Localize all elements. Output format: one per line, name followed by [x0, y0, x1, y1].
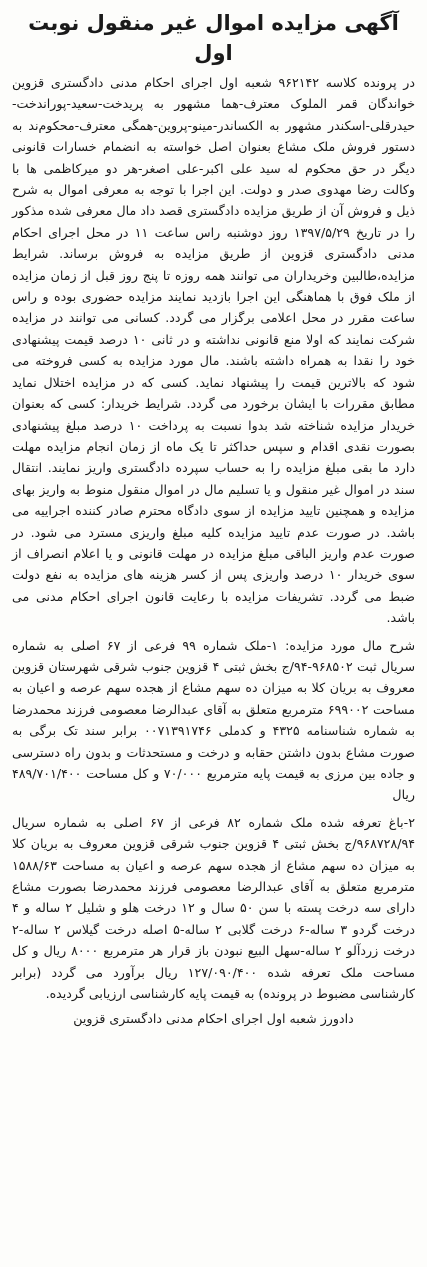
notice-body: در پرونده کلاسه ۹۶۲۱۴۲ شعبه اول اجرای احکام مدنی دادگستری قزوین خواندگان قمر الملوک معترف-هما مشهور به پریدخت-سعید-پوراندخت-حیدرقلی-اسکندر مشهور به الکساندر-مینو-پروین-همگی معترف-محکوم‌ند به دستور فروش ملک مشاع بعنوان اصل خواسته به انضمام خسارات قانونی دیگر در حق محکوم له سید علی اکبر-علی اصغر-هر دو میرکاظمی ها با وکالت رضا مهدوی صدر و دولت. این اجرا با توجه به معرفی اموال به شرح ذیل و فروش آن از طریق مزایده دادگستری قصد داد مال معرفی شده مذکور را در تاریخ ۱۳۹۷/۵/۲۹ روز دوشنبه راس ساعت ۱۱ در محل اجرای احکام مدنی دادگستری قزوین از طریق مزایده به فروش برساند. شرایط مزایده،طالبین وخریداران می توانند همه روزه تا پنج روز قبل از زمان مزایده از ملک فوق با هماهنگی این اجرا بازدید نمایند مزایده حضوری بوده و راس ساعت مقرر در محل اعلامی برگزار می گردد. کسانی می توانند در مزایده شرکت نمایند که اولا منع قانونی نداشته و در ثانی ۱۰ درصد قیمت پیشنهادی خود را نقدا به همراه داشته باشند. مال مورد مزایده به کسی فروخته می شود که بالاترین قیمت را پیشنهاد نماید. کسی که در مزایده اختلال نماید مطابق مقررات با ایشان برخورد می گردد. شرایط خریدار: کسی که بعنوان خریدار مزایده شناخته شد بدوا نسبت به پرداخت ۱۰ درصد مبلغ پیشنهادی بصورت نقدی اقدام و سپس حداکثر تا یک ماه از زمان انجام مزایده مهلت دارد ما بقی مبلغ مزایده را به حساب سپرده دادگستری واریز نمایند. انتقال سند در اموال غیر منقول و یا تسلیم مال در اموال منقول منوط به واریز بهای مزایده و همچنین تایید مزایده از سوی دادگاه محترم صادر کننده اجراییه می باشد. در صورت عدم تایید مزایده کلیه مبلغ واریزی مسترد می شود. در صورت عدم واریز الباقی مبلغ مزایده در مهلت قانونی و یا اعلام انصراف از سوی خریدار ۱۰ درصد واریزی پس از کسر هزینه های مزایده به نفع دولت ضبط می گردد. تشریفات مزایده با رعایت قانون اجرای احکام مدنی می باشد. [12, 75, 416, 626]
notice-title: آگهی مزایده اموال غیر منقول نوبت اول [28, 11, 399, 65]
signature: دادورز شعبه اول اجرای احکام مدنی دادگستری قزوین [73, 1011, 354, 1027]
auction-item-1: شرح مال مورد مزایده: ۱-ملک شماره ۹۹ فرعی از ۶۷ اصلی به شماره سریال ثبت ۹۶۸۵۰۲-۹۴/ج بخش ثبتی ۴ قزوین جنوب شرقی شهرستان قزوین معروف به بریان کلا به میزان ده سهم مشاع از هجده سهم عرصه و اعیان به مساحت ۶۹۹۰۰۲ مترمربع متعلق به آقای عبدالرضا معصومی فرزند محمدرضا به شماره شناسنامه ۴۳۲۵ و کدملی ۰۰۷۱۳۹۱۷۴۶ برابر سند تک برگی به صورت مشاع بدون داشتن حقابه و درخت و مستحدثات و بدون راه دسترسی و جاده بین مرزی به قیمت پایه مترمربع ۷۰/۰۰۰ و کل مساحت ۴۸۹/۷۰۱/۴۰۰ ریال [12, 637, 416, 803]
auction-item-2: ۲-باغ تعرفه شده ملک شماره ۸۲ فرعی از ۶۷ اصلی به شماره سریال ۹۶۸۷۲۸/۹۴/ج بخش ثبتی ۴ قزوین جنوب شرقی قزوین معروف به بریان کلا به میزان ده سهم مشاع از هجده سهم عرصه و اعیان به مساحت ۱۵۸۸/۶۳ مترمربع متعلق به آقای عبدالرضا معصومی فرزند محمدرضا بصورت مشاع دارای سه درخت پسته با سن ۵۰ سال و ۱۲ درخت هلو و شلیل ۲ ساله و ۴ درخت گردو ۳ ساله-۶ درخت گلابی ۲ ساله-۵ اصله درخت گیلاس ۲ ساله-۲ درخت زردآلو ۲ ساله-سهل البیع نبودن باز قرار هر مترمربع ۸۰۰۰ ریال و کل مساحت ملک تعرفه شده ۱۲۷/۰۹۰/۴۰۰ ریال برآورد می گردد (برابر کارشناسی مضبوط در پرونده) به قیمت پایه کارشناسی ارزیابی گردیده. [12, 814, 415, 1002]
